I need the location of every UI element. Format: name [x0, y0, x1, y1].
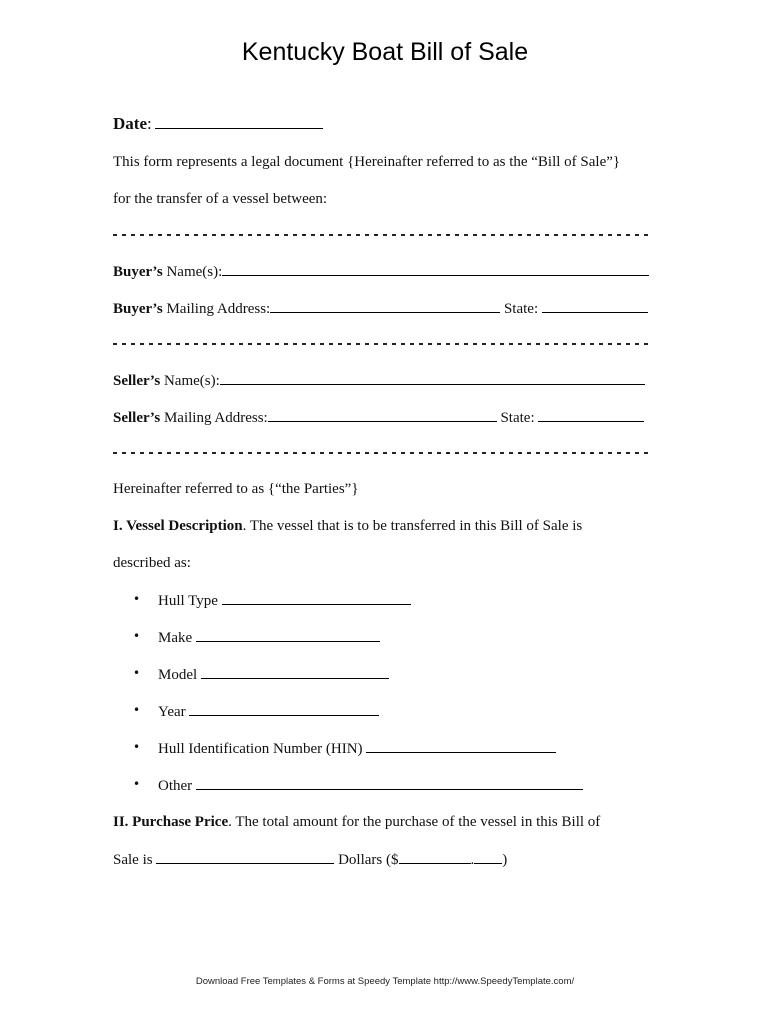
- parties-line: Hereinafter referred to as {“the Parties”}: [113, 481, 359, 497]
- seller-address-label-bold: Seller’s: [113, 410, 161, 426]
- buyer-address-field[interactable]: [270, 298, 500, 313]
- hull-type-item: [158, 590, 411, 610]
- footer-text: Download Free Templates & Forms at Speedy Template http://www.SpeedyTemplate.com/: [195, 976, 575, 987]
- buyer-names-label: Name(s):: [162, 264, 223, 280]
- model-label: Model: [158, 667, 198, 683]
- seller-names-label-bold: Seller’s: [113, 373, 161, 389]
- separator-3: [113, 452, 653, 454]
- make-field[interactable]: [196, 627, 380, 642]
- date-colon: :: [146, 114, 152, 133]
- bullet-icon: •: [133, 777, 141, 791]
- price-words-field[interactable]: [156, 849, 334, 864]
- seller-state-field[interactable]: [538, 407, 644, 422]
- bullet-icon: •: [133, 592, 141, 606]
- buyer-address-line: [113, 298, 648, 318]
- date-field[interactable]: [155, 114, 323, 129]
- other-item: [158, 775, 583, 795]
- separator-1: [113, 234, 653, 236]
- seller-names-label: Name(s):: [160, 373, 220, 389]
- buyer-names-line: [113, 261, 649, 281]
- intro-line-1: This form represents a legal document {Hereinafter referred to as the “Bill of Sale”}: [113, 154, 621, 170]
- decimal-point: .: [470, 852, 475, 868]
- section2-line-2: [113, 849, 507, 869]
- year-field[interactable]: [189, 701, 379, 716]
- seller-address-label: Mailing Address:: [160, 410, 268, 426]
- date-label: Date: [113, 114, 147, 133]
- buyer-names-label-bold: Buyer’s: [113, 264, 163, 280]
- seller-state-label: State:: [500, 410, 535, 426]
- model-item: [158, 664, 389, 684]
- bullet-icon: •: [133, 666, 141, 680]
- hin-item: [158, 738, 556, 758]
- hull-type-label: Hull Type: [158, 593, 218, 609]
- date-line: [113, 114, 323, 134]
- buyer-state-label: State:: [503, 301, 539, 317]
- bullet-icon: •: [133, 740, 141, 754]
- buyer-state-field[interactable]: [542, 298, 648, 313]
- year-item: [158, 701, 379, 721]
- buyer-address-label-bold: Buyer’s: [113, 301, 163, 317]
- hin-label: Hull Identification Number (HIN): [158, 741, 363, 757]
- price-cents-field[interactable]: [474, 849, 502, 864]
- section1-line: [113, 516, 582, 536]
- other-field[interactable]: [196, 775, 583, 790]
- intro-line-2: for the transfer of a vessel between:: [113, 191, 328, 207]
- buyer-address-label: Mailing Address:: [162, 301, 271, 317]
- other-label: Other: [158, 778, 193, 794]
- model-field[interactable]: [201, 664, 389, 679]
- make-item: [158, 627, 380, 647]
- hin-field[interactable]: [366, 738, 556, 753]
- hull-type-field[interactable]: [222, 590, 411, 605]
- document-title: Kentucky Boat Bill of Sale: [241, 38, 529, 66]
- bullet-icon: •: [133, 629, 141, 643]
- dollars-label: Dollars ($: [338, 852, 399, 868]
- seller-names-field[interactable]: [220, 370, 645, 385]
- section2-line: [113, 812, 600, 832]
- section1-heading: I. Vessel Description: [113, 518, 243, 534]
- bullet-icon: •: [133, 703, 141, 717]
- section1-line-2: described as:: [113, 555, 191, 571]
- seller-names-line: [113, 370, 645, 390]
- seller-address-line: [113, 407, 644, 427]
- section2-heading: II. Purchase Price: [113, 814, 229, 830]
- separator-2: [113, 343, 653, 345]
- section1-text: . The vessel that is to be transferred in this Bill of Sale is: [242, 518, 583, 534]
- seller-address-field[interactable]: [268, 407, 497, 422]
- make-label: Make: [158, 630, 193, 646]
- section2-text: . The total amount for the purchase of the vessel in this Bill of: [228, 814, 601, 830]
- sale-is-label: Sale is: [113, 852, 153, 868]
- year-label: Year: [158, 704, 186, 720]
- price-dollars-field[interactable]: [399, 849, 471, 864]
- buyer-names-field[interactable]: [222, 261, 649, 276]
- close-paren: ): [502, 852, 508, 868]
